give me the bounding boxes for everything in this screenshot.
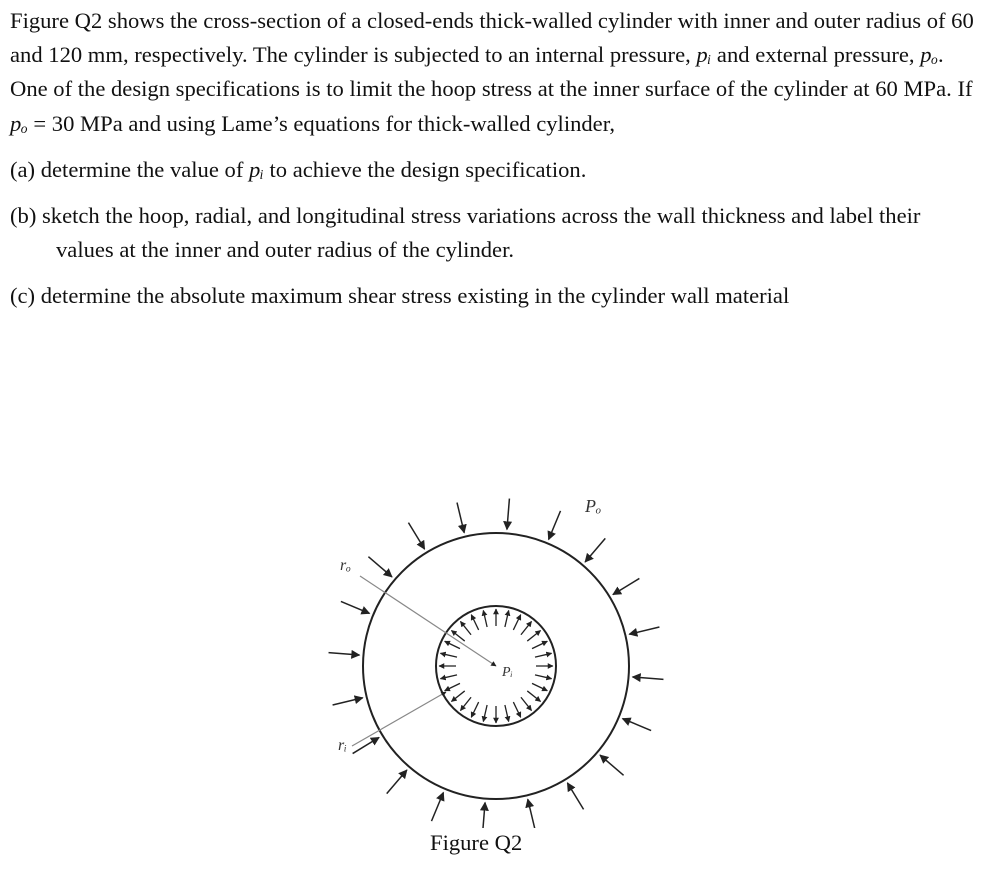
internal-pressure-arrow [440, 675, 457, 679]
problem-intro [10, 4, 980, 141]
internal-pressure-arrow [513, 615, 520, 630]
external-pressure-arrow [329, 653, 360, 655]
external-pressure-arrow [483, 803, 485, 828]
figure-caption: Figure Q2 [430, 830, 523, 855]
external-pressure-arrow [622, 719, 651, 731]
question-a-var: pᵢ [249, 156, 264, 182]
po-label: Pₒ [585, 496, 602, 516]
internal-pressure-arrow [445, 641, 460, 648]
external-pressure-arrow [431, 792, 443, 821]
external-pressure-arrow [585, 538, 605, 562]
problem-text [10, 4, 980, 314]
internal-pressure-arrow [451, 630, 464, 641]
ro-label: rₒ [340, 557, 351, 574]
external-pressure-arrow [387, 770, 407, 794]
question-a [10, 153, 980, 187]
internal-pressure-arrow [535, 675, 552, 679]
internal-pressure-arrow [471, 615, 478, 630]
question-c: (c) determine the absolute maximum shear stress existing in the cylinder wall material [10, 283, 790, 309]
internal-pressure-arrow [535, 653, 552, 657]
external-pressure-arrow [549, 511, 561, 540]
external-pressure-arrow [368, 557, 392, 577]
external-pressure-arrow [341, 601, 370, 613]
intro-part3: . One of the design specifications is to limit the hoop stress at the inner surface of the cylinder at 60 MPa. If [10, 42, 973, 102]
question-a-after: to achieve the design specification. [263, 156, 587, 182]
cylinder-cross-section-figure [300, 478, 680, 828]
internal-pressure-arrow [521, 621, 532, 634]
pi-label: Pᵢ [502, 665, 513, 680]
external-pressure-arrow [613, 578, 639, 594]
external-pressure-arrow [353, 737, 379, 753]
external-pressure-arrow [567, 783, 583, 809]
intro-part2: and external pressure, [711, 42, 921, 68]
external-pressure-arrows [329, 499, 664, 828]
internal-pressure-arrow [532, 641, 547, 648]
internal-pressure-arrow [460, 697, 471, 710]
internal-pressure-arrow [527, 630, 540, 641]
intro-part4: = 30 MPa and using Lame’s equations for thick-walled cylinder, [27, 110, 615, 136]
intro-po2: pₒ [10, 110, 28, 136]
ro-leader-line [360, 576, 496, 666]
internal-pressure-arrow [471, 702, 478, 717]
external-pressure-arrow [408, 523, 424, 549]
internal-pressure-arrow [521, 697, 532, 710]
internal-pressure-arrow [460, 621, 471, 634]
intro-po: pₒ [920, 42, 938, 68]
internal-pressure-arrow [513, 702, 520, 717]
internal-pressure-arrow [505, 610, 509, 627]
external-pressure-arrow [600, 755, 624, 775]
external-pressure-arrow [629, 627, 659, 634]
question-a-before: (a) determine the value of [10, 156, 249, 182]
internal-pressure-arrow [445, 683, 460, 690]
external-pressure-arrow [457, 503, 464, 533]
internal-pressure-arrow [483, 610, 487, 627]
external-pressure-arrow [633, 677, 664, 679]
internal-pressure-arrow [483, 705, 487, 722]
intro-part1: Figure Q2 shows the cross-section of a closed-ends thick-walled cylinder with inner and outer radius of 60 and 120 mm, respectively. The cylinder is subjected to an internal pressure, [10, 8, 974, 68]
external-pressure-arrow [507, 499, 509, 530]
ri-label: rᵢ [338, 737, 347, 754]
internal-pressure-arrow [532, 683, 547, 690]
internal-pressure-arrow [440, 653, 457, 657]
question-b: (b) sketch the hoop, radial, and longitudinal stress variations across the wall thickness and label their values at the inner and outer radius of the cylinder. [10, 203, 921, 263]
internal-pressure-arrow [527, 691, 540, 702]
external-pressure-arrow [333, 698, 363, 705]
internal-pressure-arrow [451, 691, 464, 702]
internal-pressure-arrow [505, 705, 509, 722]
external-pressure-arrow [528, 799, 535, 828]
intro-pi: pᵢ [696, 42, 712, 68]
ri-leader-line [352, 692, 446, 746]
